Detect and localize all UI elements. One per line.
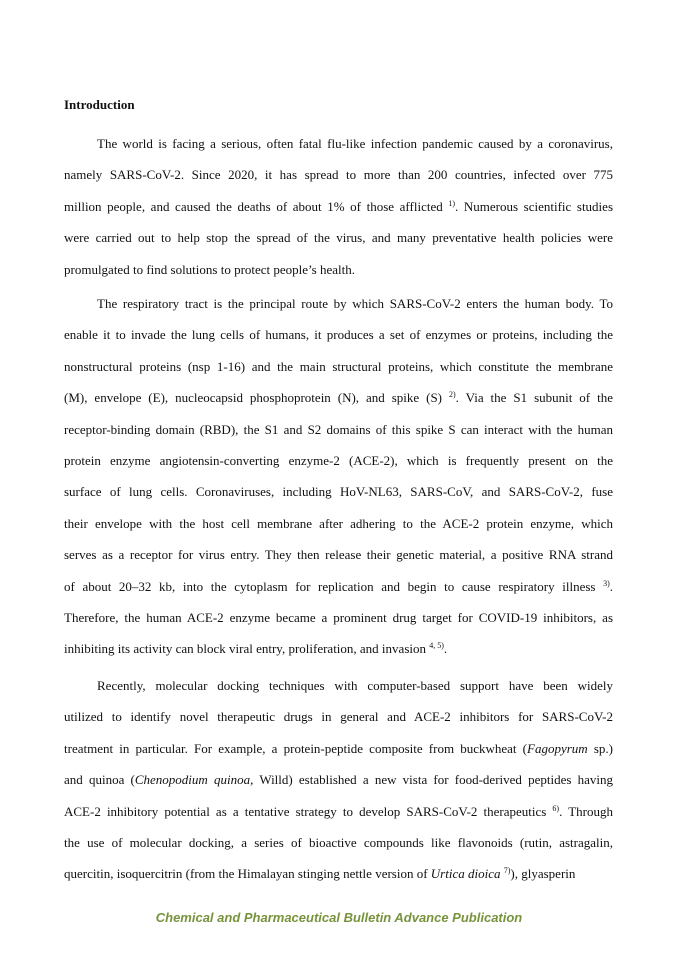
text-line [64,633,613,664]
text-segment: protein enzyme angiotensin-converting enzyme-2 (ACE-2), which is frequently present on the [64,452,613,468]
journal-footer: Chemical and Pharmaceutical Bulletin Advance Publication [155,910,523,925]
italic-term: Urtica dioica [430,866,501,882]
text-segment: and quinoa ( [64,772,135,788]
text-line [64,382,613,413]
text-segment: were carried out to help stop the spread of the virus, and many preventative health policies were [64,230,613,246]
text-segment: , Willd) established a new vista for food-derived peptides having [250,772,613,788]
text-line [64,539,613,570]
citation-superscript: 7) [503,866,511,876]
text-line [64,222,613,253]
citation-superscript: 1) [448,198,456,208]
text-segment: million people, and caused the deaths of about 1% of those afflicted [64,198,449,214]
text-segment: utilized to identify novel therapeutic drugs in general and ACE-2 inhibitors for SARS-CoV-2 [64,709,613,725]
text-segment: treatment in particular. For example, a protein-peptide composite from buckwheat ( [64,740,528,756]
text-line [64,128,613,159]
text-line [64,191,613,222]
text-line [64,764,613,795]
italic-term: Fagopyrum [527,740,588,756]
text-line [64,701,613,732]
text-segment: namely SARS-CoV-2. Since 2020, it has spread to more than 200 countries, infected over 775 [64,167,613,183]
text-line [64,508,613,539]
paragraph-1 [64,128,613,285]
text-segment: (M), envelope (E), nucleocapsid phosphoprotein (N), and spike (S) [64,390,449,406]
text-segment: Recently, molecular docking techniques with computer-based support have been widely [97,678,613,693]
italic-term: Chenopodium quinoa [134,772,251,788]
text-segment: surface of lung cells. Coronaviruses, including HoV-NL63, SARS-CoV, and SARS-CoV-2, fuse [64,484,613,500]
text-line [64,571,613,602]
text-line [64,288,613,319]
citation-superscript: 4, 5) [429,641,444,651]
text-line [64,602,613,633]
paragraph-3 [64,670,613,890]
paragraph-2 [64,288,613,665]
text-segment: nonstructural proteins (nsp 1-16) and the main structural proteins, which constitute the membrane [64,358,613,374]
citation-superscript: 6) [552,803,560,813]
text-segment: enable it to invade the lung cells of humans, it produces a set of enzymes or proteins, including the [64,327,613,343]
text-segment: quercitin, isoquercitrin (from the Himalayan stinging nettle version of [64,866,431,882]
citation-superscript: 2) [448,390,456,400]
text-line [64,351,613,382]
text-segment: ACE-2 inhibitory potential as a tentative strategy to develop SARS-CoV-2 therapeutics [64,803,553,819]
text-line [64,445,613,476]
text-segment: inhibiting its activity can block viral entry, proliferation, and invasion [64,641,430,657]
text-segment: receptor-binding domain (RBD), the S1 and S2 domains of this spike S can interact with the human [64,421,613,437]
text-line [64,858,613,889]
text-segment: The respiratory tract is the principal route by which SARS-CoV-2 enters the human body. To [97,296,613,311]
text-segment: promulgated to find solutions to protect people’s health. [64,261,356,277]
text-line [64,254,613,285]
text-segment: . Through [559,803,613,819]
text-segment: their envelope with the host cell membrane after adhering to the ACE-2 protein enzyme, which [64,515,613,531]
text-segment: the use of molecular docking, a series of bioactive compounds like flavonoids (rutin, astragalin, [64,834,613,850]
text-segment: ), glyasperin [510,866,576,882]
text-segment: . [609,578,613,594]
text-segment: of about 20–32 kb, into the cytoplasm for replication and begin to cause respiratory illness [64,578,604,594]
text-line [64,827,613,858]
text-line [64,733,613,764]
text-segment: . [443,641,448,657]
text-segment: serves as a receptor for virus entry. They then release their genetic material, a positive RNA strand [64,547,613,563]
citation-superscript: 3) [603,578,610,588]
text-segment: . Via the S1 subunit of the [455,390,613,406]
text-line [64,796,613,827]
text-line [64,319,613,350]
text-segment: Therefore, the human ACE-2 enzyme became a prominent drug target for COVID-19 inhibitors, as [64,609,613,625]
text-segment: The world is facing a serious, often fatal flu-like infection pandemic caused by a coronavirus, [97,136,613,151]
text-line [64,476,613,507]
section-heading: Introduction [64,97,135,112]
text-line [64,670,613,701]
text-line [64,414,613,445]
text-segment: sp.) [587,740,613,756]
text-segment: . Numerous scientific studies [455,198,613,214]
text-line [64,159,613,190]
